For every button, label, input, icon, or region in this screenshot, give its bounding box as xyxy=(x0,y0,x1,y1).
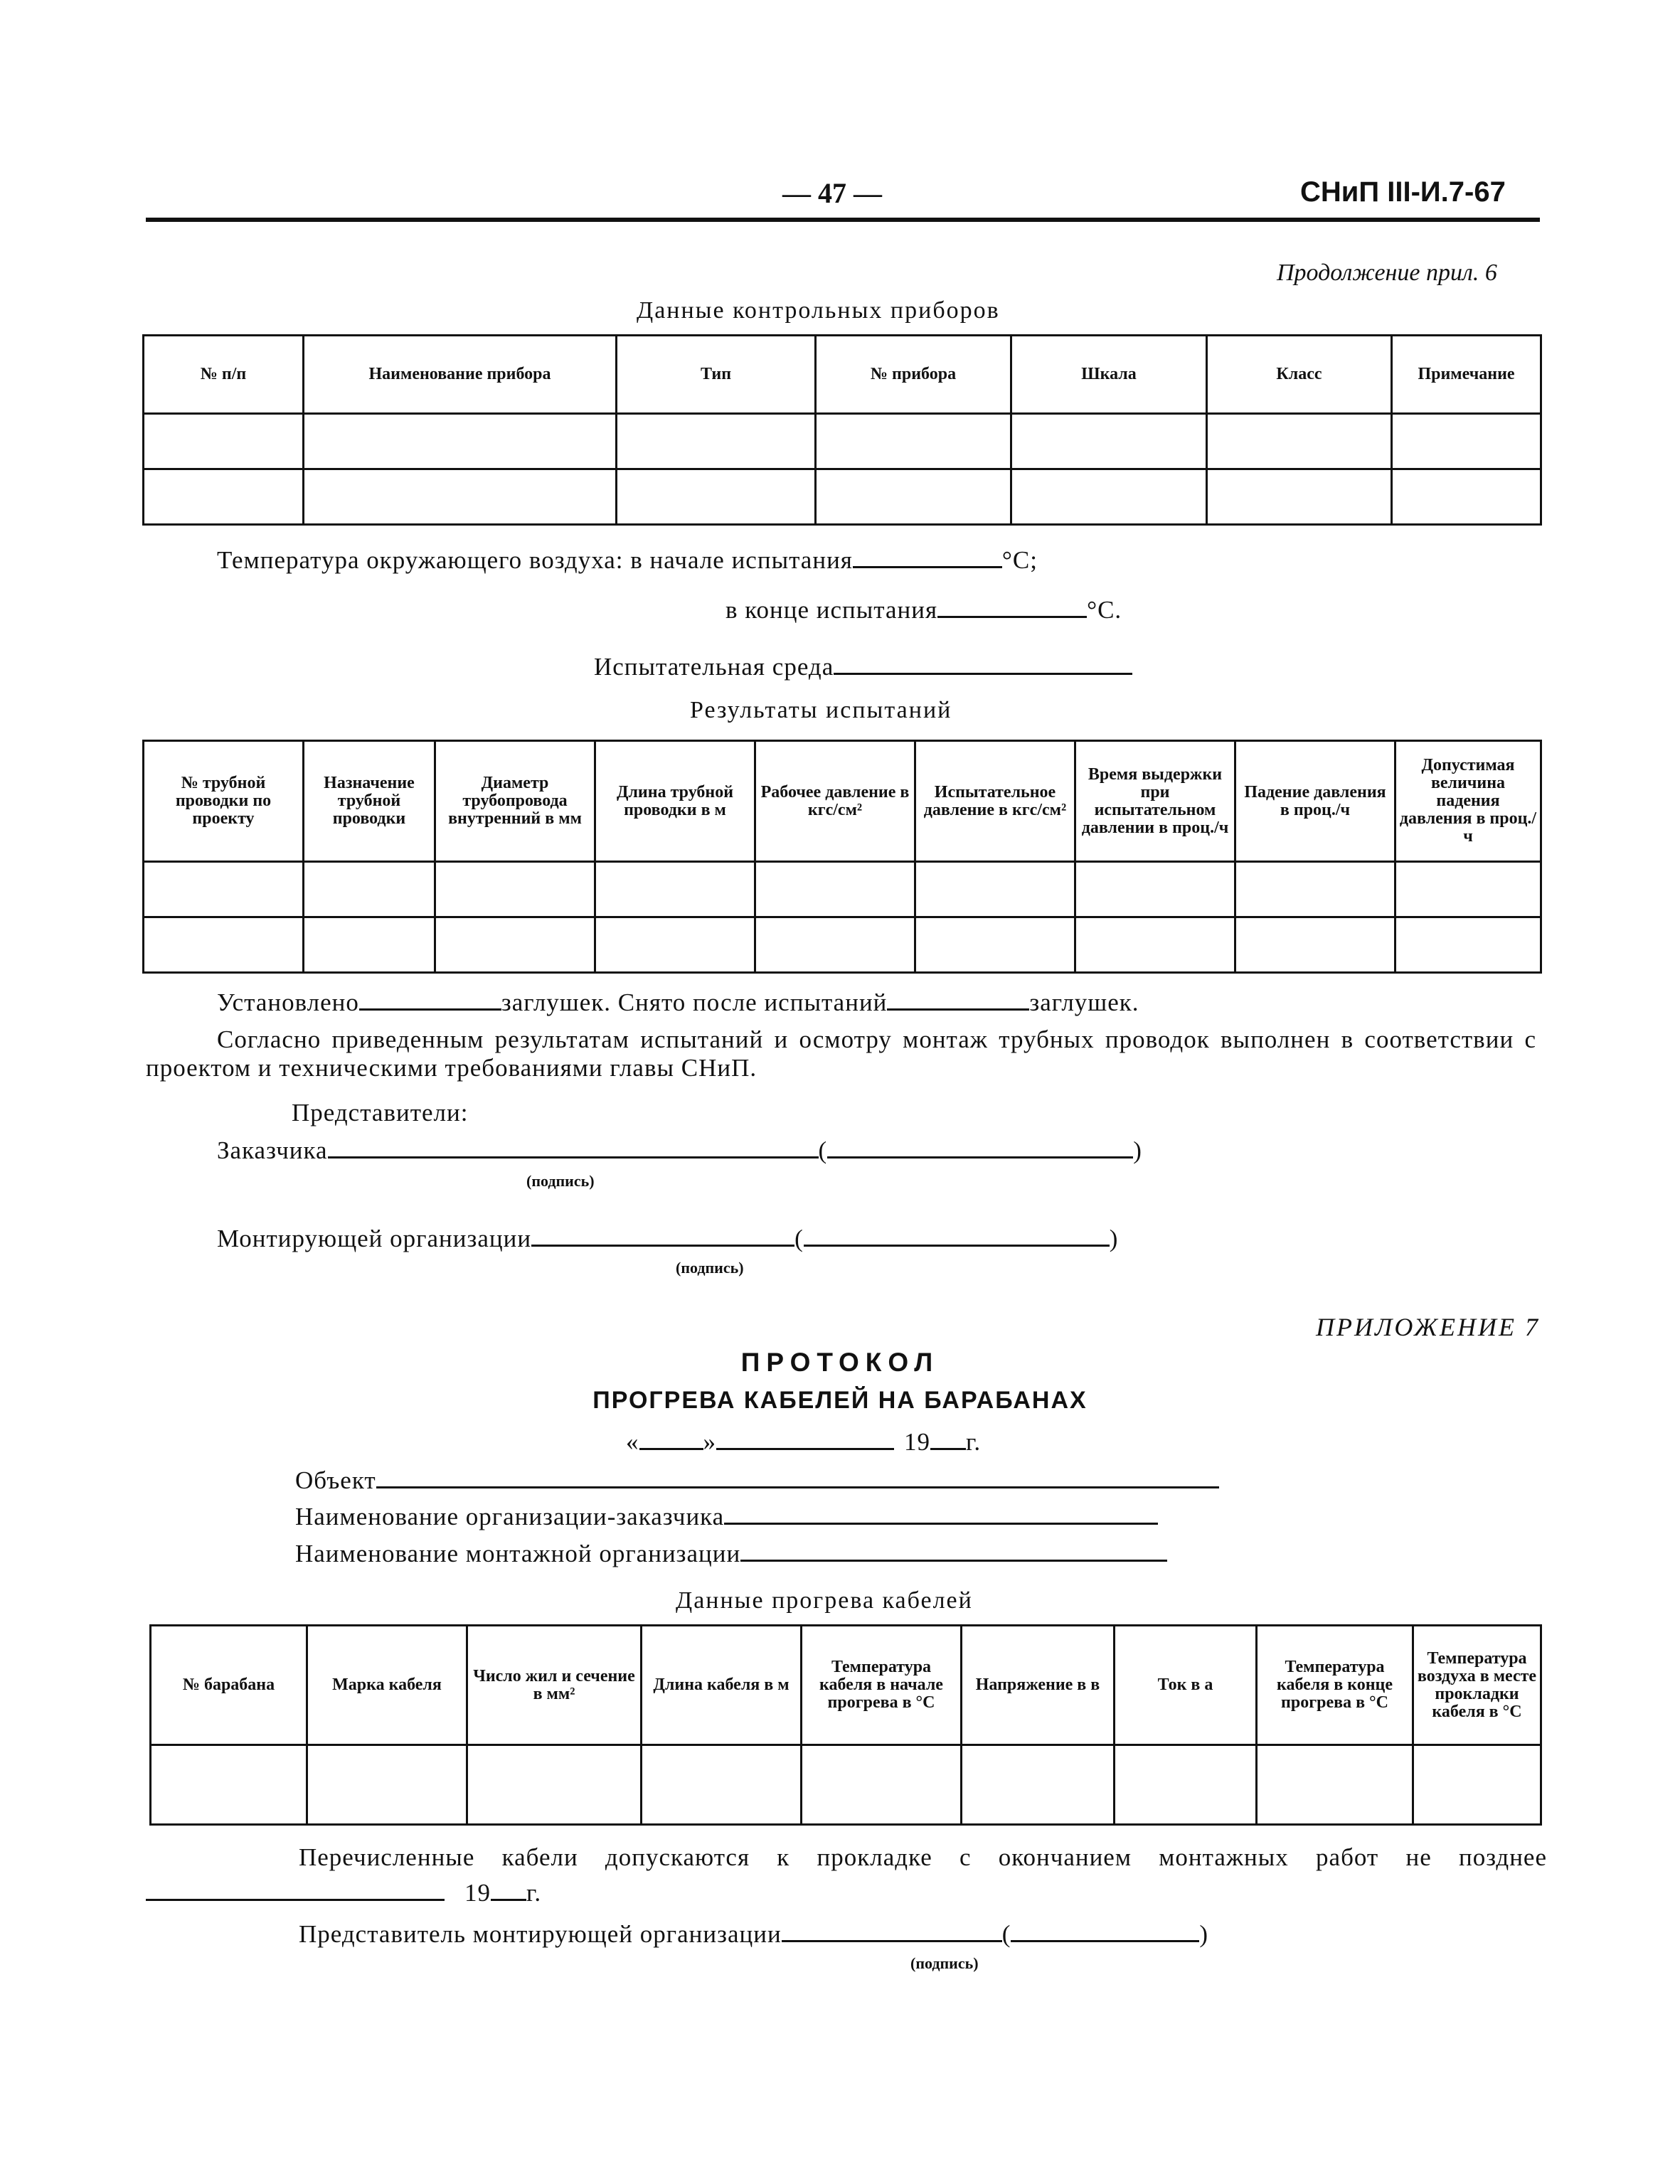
rep-signature-blank[interactable] xyxy=(782,1940,1002,1942)
table-row xyxy=(144,414,1541,469)
col-device-number: № прибора xyxy=(816,336,1011,414)
test-medium-blank[interactable] xyxy=(834,673,1132,675)
col-length: Длина трубной проводки в м xyxy=(595,741,755,862)
install-org-line xyxy=(295,1540,1167,1568)
col-diameter: Диаметр трубопровода внутренний в мм xyxy=(435,741,595,862)
date-close-quote: » xyxy=(703,1428,716,1456)
customer-org-blank[interactable] xyxy=(724,1523,1158,1525)
rep-name-blank[interactable] xyxy=(1011,1940,1199,1942)
close-paren: ) xyxy=(1133,1136,1142,1164)
col-temp-start: Температура кабеля в начале прогрева в °С xyxy=(802,1626,962,1745)
col-drum-number: № барабана xyxy=(151,1626,307,1745)
col-hold-time: Время выдержки при испытательном давлении в проц./ч xyxy=(1075,741,1235,862)
installer-name-blank[interactable] xyxy=(804,1245,1110,1247)
col-air-temp: Температура воздуха в месте прокладки кабеля в °С xyxy=(1413,1626,1541,1745)
object-line xyxy=(295,1466,1219,1495)
install-org-blank[interactable] xyxy=(740,1560,1167,1562)
temperature-start-label: Температура окружающего воздуха: в начале испытания xyxy=(217,546,853,574)
permit-date-line xyxy=(146,1879,541,1907)
col-cores-section: Число жил и сечение в мм² xyxy=(467,1626,642,1745)
customer-signature-blank[interactable] xyxy=(328,1156,819,1158)
col-device-name: Наименование прибора xyxy=(304,336,617,414)
object-blank[interactable] xyxy=(376,1486,1219,1488)
col-number: № п/п xyxy=(144,336,304,414)
plugs-removed-label: заглушек. Снято после испытаний xyxy=(501,989,888,1016)
open-paren: ( xyxy=(1001,1920,1011,1948)
date-open-quote: « xyxy=(626,1428,639,1456)
col-cable-length: Длина кабеля в м xyxy=(642,1626,802,1745)
conclusion-paragraph: Согласно приведенным результатам испытаний и осмотру монтаж трубных проводок выполнен в соответствии с проектом и техническими требованиями главы СНиП. xyxy=(146,1026,1536,1082)
customer-signature-caption: (подпись) xyxy=(526,1172,595,1190)
table-row xyxy=(144,917,1541,973)
rep-signature-caption: (подпись) xyxy=(910,1954,979,1972)
table-row xyxy=(144,469,1541,525)
temperature-unit-start: °С; xyxy=(1001,546,1038,574)
document-code: СНиП III-И.7-67 xyxy=(1300,176,1506,208)
col-current: Ток в а xyxy=(1115,1626,1257,1745)
permit-suffix: г. xyxy=(526,1879,542,1907)
cable-table xyxy=(149,1624,1542,1826)
col-test-pressure: Испытательное давление в кгс/см² xyxy=(915,741,1075,862)
instruments-table xyxy=(142,334,1542,526)
temperature-end-line xyxy=(725,596,1122,624)
close-paren: ) xyxy=(1109,1225,1119,1252)
col-pipe-number: № трубной проводки по проекту xyxy=(144,741,304,862)
permit-date-blank[interactable] xyxy=(146,1899,445,1901)
permit-year-blank[interactable] xyxy=(491,1899,526,1901)
col-purpose: Назначение трубной проводки xyxy=(304,741,435,862)
temperature-unit-end: °С. xyxy=(1087,596,1122,624)
col-scale: Шкала xyxy=(1011,336,1207,414)
rep-signature-line xyxy=(299,1920,1208,1949)
rep-label: Представитель монтирующей организации xyxy=(299,1920,782,1948)
object-label: Объект xyxy=(295,1466,376,1494)
install-org-label: Наименование монтажной организации xyxy=(295,1540,741,1567)
col-temp-end: Температура кабеля в конце прогрева в °С xyxy=(1257,1626,1413,1745)
table-row xyxy=(151,1745,1541,1825)
appendix-label: ПРИЛОЖЕНИЕ 7 xyxy=(1316,1313,1540,1341)
installer-signature-line xyxy=(217,1225,1118,1253)
plugs-suffix: заглушек. xyxy=(1029,989,1139,1016)
col-pressure-drop: Падение давления в проц./ч xyxy=(1235,741,1395,862)
date-month-blank[interactable] xyxy=(716,1448,894,1450)
open-paren: ( xyxy=(794,1225,804,1252)
customer-label: Заказчика xyxy=(217,1136,328,1164)
installer-label: Монтирующей организации xyxy=(217,1225,532,1252)
temperature-end-label: в конце испытания xyxy=(725,596,938,624)
customer-signature-line xyxy=(217,1136,1142,1165)
col-type: Тип xyxy=(617,336,816,414)
customer-org-line xyxy=(295,1503,1158,1531)
col-allowed-drop: Допустимая величина падения давления в проц./ч xyxy=(1395,741,1541,862)
page-number: — 47 — xyxy=(782,177,882,209)
col-working-pressure: Рабочее давление в кгс/см² xyxy=(755,741,915,862)
temperature-start-blank[interactable] xyxy=(853,566,1002,568)
date-day-blank[interactable] xyxy=(639,1448,703,1450)
instruments-caption: Данные контрольных приборов xyxy=(637,297,1000,324)
permit-text: Перечисленные кабели допускаются к прокладке с окончанием монтажных работ не позднее xyxy=(299,1843,1547,1871)
open-paren: ( xyxy=(818,1136,828,1164)
installer-signature-blank[interactable] xyxy=(531,1245,794,1247)
installer-signature-caption: (подпись) xyxy=(676,1259,744,1277)
col-cable-brand: Марка кабеля xyxy=(307,1626,467,1745)
date-year-blank[interactable] xyxy=(930,1448,966,1450)
plugs-installed-label: Установлено xyxy=(217,989,359,1016)
col-note: Примечание xyxy=(1392,336,1541,414)
col-voltage: Напряжение в в xyxy=(962,1626,1115,1745)
header-rule xyxy=(146,218,1540,222)
test-medium-line xyxy=(594,653,1132,681)
protocol-date xyxy=(626,1428,981,1456)
date-year-prefix: 19 xyxy=(904,1428,930,1456)
date-suffix: г. xyxy=(966,1428,982,1456)
protocol-title: ПРОТОКОЛ xyxy=(740,1348,940,1377)
representatives-title: Представители: xyxy=(292,1099,469,1126)
plugs-line xyxy=(217,989,1139,1017)
customer-name-blank[interactable] xyxy=(827,1156,1133,1158)
test-medium-label: Испытательная среда xyxy=(594,653,834,681)
col-class: Класс xyxy=(1207,336,1392,414)
customer-org-label: Наименование организации-заказчика xyxy=(295,1503,725,1530)
protocol-subtitle: ПРОГРЕВА КАБЕЛЕЙ НА БАРАБАНАХ xyxy=(592,1387,1088,1414)
table-row xyxy=(144,862,1541,917)
permit-year-prefix: 19 xyxy=(464,1879,491,1907)
results-table xyxy=(142,740,1542,974)
plugs-installed-blank[interactable] xyxy=(359,1008,501,1011)
temperature-start-line xyxy=(217,546,1038,575)
continuation-note: Продолжение прил. 6 xyxy=(1277,260,1497,286)
results-caption: Результаты испытаний xyxy=(690,697,952,723)
cable-caption: Данные прогрева кабелей xyxy=(676,1587,973,1614)
close-paren: ) xyxy=(1199,1920,1208,1948)
plugs-removed-blank[interactable] xyxy=(887,1008,1029,1011)
temperature-end-blank[interactable] xyxy=(937,616,1087,618)
